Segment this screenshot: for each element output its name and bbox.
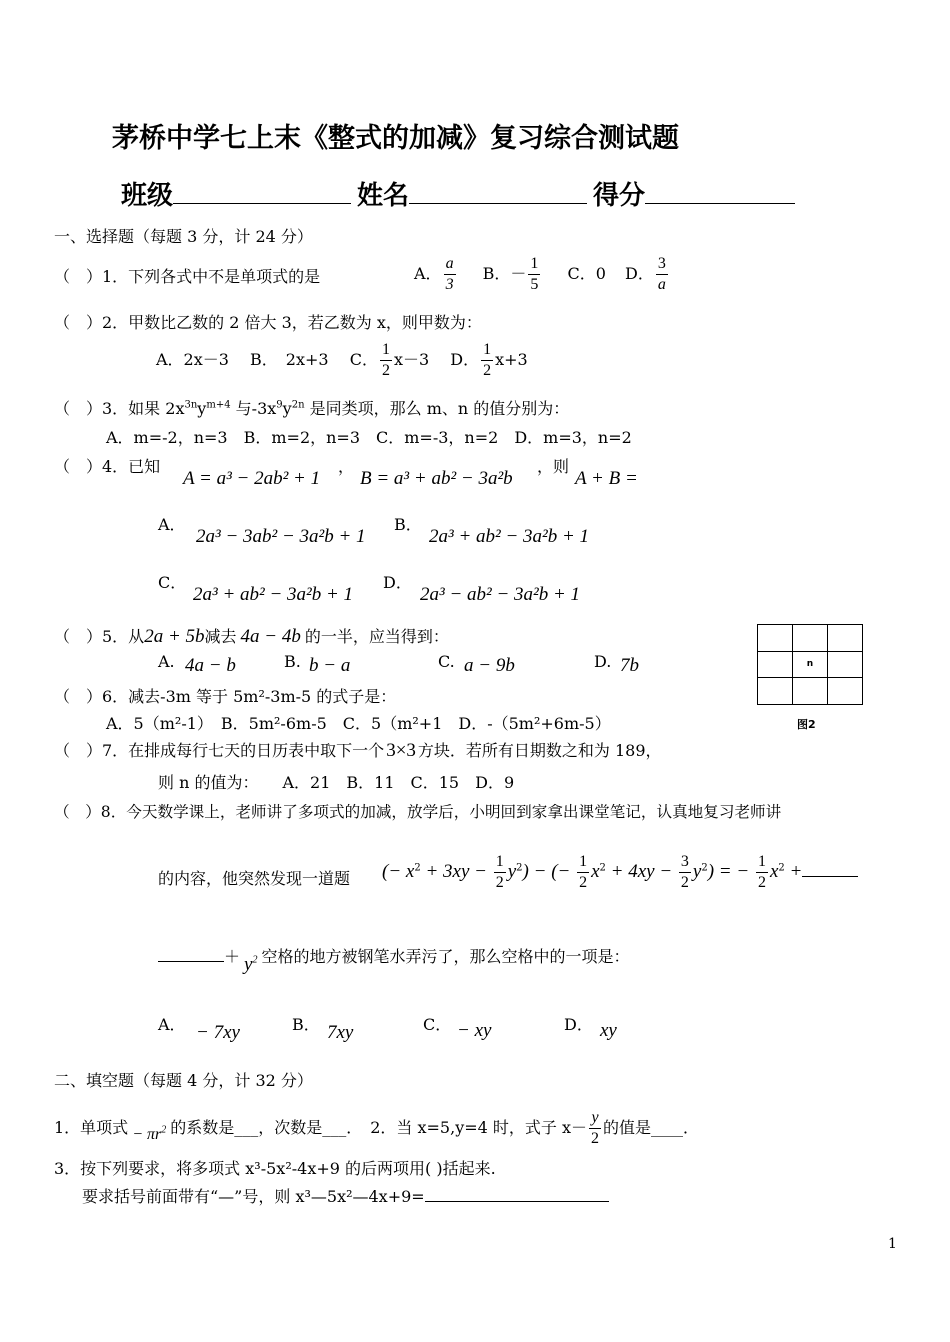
q8-stem: （ ）8．今天数学课上，老师讲了多项式的加减，放学后，小明回到家拿出课堂笔记，认真地复习老师讲 — [54, 803, 782, 821]
q4-d-label: D． — [383, 573, 412, 592]
q5-c-opt: a − 9b — [464, 655, 515, 676]
q8-b-opt: 7xy — [327, 1022, 354, 1043]
page-number: 1 — [888, 1236, 897, 1252]
q7-stem: （ ）7．在排成每行七天的日历表中取下一个 3×3 方块．若所有日期数之和为 189， — [54, 740, 662, 761]
q5-d-opt: 7b — [620, 655, 639, 676]
q5-b-opt: b − a — [309, 655, 351, 676]
q4-stem: （ ）4．已知 — [54, 457, 161, 476]
q5-stem: （ ）5．从2a + 5b减去 4a − 4b 的一半，应当得到： — [54, 626, 449, 647]
q1-stem: （ ）1．下列各式中不是单项式的是 — [54, 267, 321, 286]
name-field — [357, 175, 587, 212]
q4-b-opt: 2a³ + ab² − 3a²b + 1 — [429, 526, 590, 547]
q8-a-opt: − 7xy — [196, 1022, 240, 1043]
q4-a-opt: 2a³ − 3ab² − 3a²b + 1 — [196, 526, 366, 547]
page-title: 茅桥中学七上末《整式的加减》复习综合测试题 — [112, 123, 679, 154]
q4-a-label: A． — [158, 515, 186, 534]
q4-a-expr: A = a³ − 2ab² + 1 — [183, 468, 321, 489]
q3-options: A．m=-2，n=3 B．m=2，n=3 C．m=-3，n=2 D．m=3，n=2 — [106, 428, 632, 447]
score-label: 得分 — [593, 181, 646, 211]
calendar-grid-figure — [757, 624, 863, 705]
section2-heading: 二、填空题（每题 4 分，计 32 分） — [54, 1071, 313, 1090]
q8-c-opt: − xy — [457, 1020, 492, 1041]
q6-stem: （ ）6．减去-3m 等于 5m²-3m-5 的式子是： — [54, 687, 397, 706]
q7-options: 则 n 的值为： A．21 B．11 C．15 D．9 — [158, 773, 515, 792]
section1-heading: 一、选择题（每题 3 分，计 24 分） — [54, 227, 313, 246]
s2-q3-line1: 3．按下列要求，将多项式 x³-5x²-4x+9 的后两项用( )括起来. — [54, 1159, 496, 1178]
q6-options: A．5（m²-1） B．5m²-6m-5 C．5（m²+1 D．-（5m²+6m-5） — [106, 714, 611, 733]
q8-expression: (− $x^2 + 3xy$ − $\frac{1}{2}$ $y^2$) − (− $\frac{1}{2}$ $x^2 + 4xy$ − $\frac{3}{2}$ $y^2$) = − $\frac{1}{2}$ $x^2$ + — [382, 852, 858, 893]
s2-q1-line: 1．单项式 − $\pi r^2$ 的系数是___，次数是___． 2．当 x=5,y=4 时，式子 x－ $\frac{y}{2}$ 的值是____． — [54, 1109, 700, 1147]
q1-options: A． $\frac{a}{3}$ B．－ $\frac{1}{5}$ C．0 D． $\frac{3}{a}$ — [414, 255, 666, 293]
q4-b-label: B． — [394, 515, 422, 534]
figure-caption: 图2 — [797, 718, 816, 731]
q5-a-opt: 4a − b — [185, 655, 236, 676]
q4-b-expr: B = a³ + ab² − 3a²b — [360, 468, 513, 489]
q3-stem: （ ）3．如果 $2x^{3n}y^{m+4}$ 与$-3x^9y^{2n}$ 是同类项，那么 m、n 的值分别为： — [54, 399, 570, 418]
q2-options: A．2x－3 B． 2x+3 C． $\frac{1}{2}$ x－3 D． $\frac{1}{2}$ x+3 — [156, 341, 528, 379]
class-label: 班级 — [121, 181, 174, 211]
q8-d-opt: xy — [600, 1020, 617, 1041]
score-field — [593, 175, 795, 212]
q8-line3: ＋ $y^2$ 空格的地方被钢笔水弄污了，那么空格中的一项是： — [158, 944, 629, 968]
s2-q3-line2: 要求括号前面带有“—”号，则 x³—5x²—4x+9= — [82, 1184, 609, 1207]
q4-d-opt: 2a³ − ab² − 3a²b + 1 — [420, 584, 581, 605]
q8-line2: 的内容，他突然发现一道题 — [158, 869, 351, 888]
q4-sum: A + B = — [575, 468, 638, 489]
q4-c-opt: 2a³ + ab² − 3a²b + 1 — [193, 584, 354, 605]
grid-center-label: n — [793, 651, 828, 678]
class-field — [121, 175, 351, 212]
name-label: 姓名 — [357, 181, 410, 211]
q4-then: ，则 — [537, 457, 570, 476]
q2-stem: （ ）2．甲数比乙数的 2 倍大 3，若乙数为 x，则甲数为： — [54, 313, 482, 332]
q4-c-label: C． — [158, 573, 187, 592]
